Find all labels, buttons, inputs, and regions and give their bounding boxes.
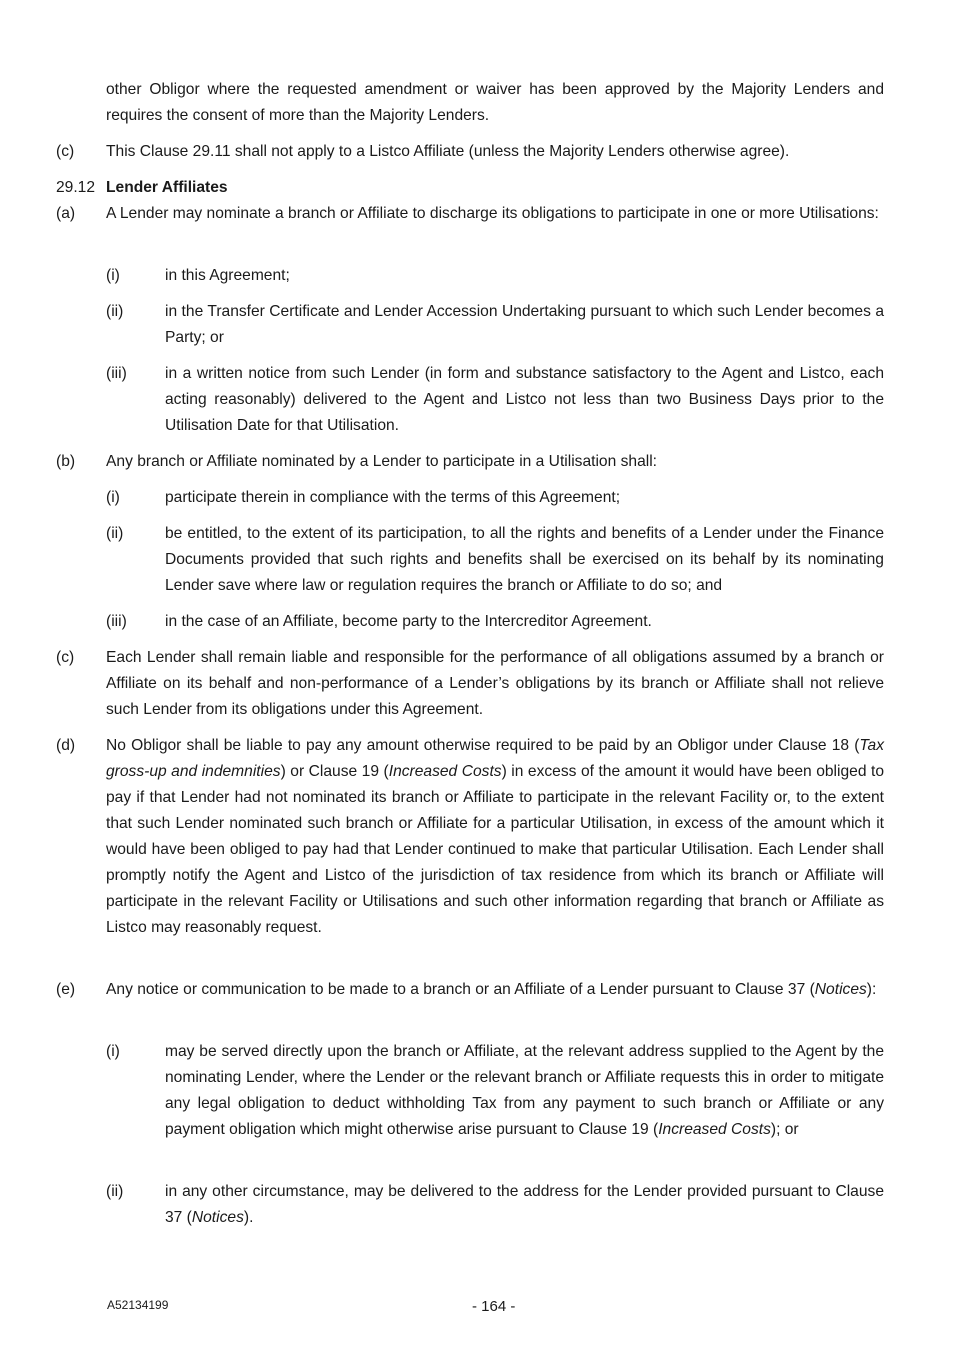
para-b-text: Any branch or Affiliate nominated by a Lender to participate in a Utilisation shall:	[106, 453, 658, 470]
para-c-label: (c)	[56, 649, 75, 666]
para-e-italic-1: Notices	[814, 981, 867, 998]
para-b-iii-text: in the case of an Affiliate, become party to the Intercreditor Agreement.	[165, 613, 652, 630]
para-e-ii-italic-1: Notices	[191, 1209, 244, 1226]
para-b-iii-label: (iii)	[106, 613, 127, 630]
para-e-ii-text	[165, 1179, 884, 1231]
para-d-text-2: ) or Clause 19 (	[280, 763, 389, 780]
para-c-text: Each Lender shall remain liable and responsible for the performance of all obligations assumed by a branch or Affiliate on its behalf and non-performance of a Lender’s obligations by its branch or Affiliate shall not relieve such Lender from its obligations under this Agreement.	[106, 649, 884, 718]
para-a-i-text: in this Agreement;	[165, 267, 290, 284]
para-e-i-label: (i)	[106, 1043, 120, 1060]
para-e-label: (e)	[56, 981, 76, 998]
para-e-text-1: Any notice or communication to be made to a branch or an Affiliate of a Lender pursuant to Clause 37 (	[106, 981, 815, 998]
para-d-italic-1: Tax gross-up and indemnities	[106, 737, 884, 780]
page-number: - 164 -	[472, 1298, 516, 1315]
para-e-i-text-2: ); or	[770, 1121, 799, 1138]
para-e-ii-text-2: ).	[243, 1209, 254, 1226]
para-a-iii-label: (iii)	[106, 365, 127, 382]
para-e-text	[106, 977, 884, 1003]
para-d-text	[106, 733, 884, 941]
para-d-text-3: ) in excess of the amount it would have been obliged to pay if that Lender had not nominated its branch or Affiliate to participate in the relevant Facility or, to the extent that such Lender nominated such branch or Affiliate for a particular Utilisation, in excess of the amount which it would have been obliged to pay had that Lender continued to make that particular Utilisation. Each Lender shall promptly notify the Agent and Listco of the jurisdiction of tax residence from which its branch or Affiliate will participate in the relevant Facility or Utilisations and such other information regarding that branch or Affiliate as Listco may reasonably request.	[106, 763, 884, 936]
para-e-i-text	[165, 1039, 884, 1143]
para-b-ii-label: (ii)	[106, 525, 124, 542]
para-a-label: (a)	[56, 205, 76, 222]
para-e-ii-label: (ii)	[106, 1183, 124, 1200]
para-b-ii-text: be entitled, to the extent of its participation, to all the rights and benefits of a Lender under the Finance Documents provided that such rights and benefits shall be exercised on its behalf by its nominating Lender save where law or regulation requires the branch or Affiliate to do so; and	[165, 525, 884, 594]
para-e-text-2: ):	[866, 981, 877, 998]
para-d-label: (d)	[56, 737, 76, 754]
intro-paragraph: other Obligor where the requested amendment or waiver has been approved by the Majority Lenders and requires the consent of more than the Majority Lenders.	[106, 81, 884, 124]
section-number: 29.12	[56, 179, 96, 196]
para-b-label: (b)	[56, 453, 76, 470]
para-a-ii-text: in the Transfer Certificate and Lender Accession Undertaking pursuant to which such Lender becomes a Party; or	[165, 303, 884, 346]
section-title: Lender Affiliates	[106, 179, 228, 196]
para-e-i-text-1: may be served directly upon the branch or Affiliate, at the relevant address supplied to the Agent by the nominating Lender, where the Lender or the relevant branch or Affiliate requests this in order to mitigate any legal obligation to deduct withholding Tax from any payment to such branch or Affiliate or any payment obligation which might otherwise arise pursuant to Clause 19 (	[165, 1043, 884, 1138]
para-d-italic-2: Increased Costs	[388, 763, 502, 780]
para-c-prev-text: This Clause 29.11 shall not apply to a Listco Affiliate (unless the Majority Lenders otherwise agree).	[106, 143, 790, 160]
para-c-prev-label: (c)	[56, 143, 75, 160]
para-a-i-label: (i)	[106, 267, 120, 284]
document-reference: A52134199	[107, 1298, 169, 1312]
para-e-ii-text-1: in any other circumstance, may be delivered to the address for the Lender provided pursuant to Clause 37 (	[165, 1183, 884, 1226]
para-a-ii-label: (ii)	[106, 303, 124, 320]
para-e-i-italic-1: Increased Costs	[658, 1121, 771, 1138]
para-a-iii-text: in a written notice from such Lender (in form and substance satisfactory to the Agent and Listco, each acting reasonably) delivered to the Agent and Listco not less than two Business Days prior to the Utilisation Date for that Utilisation.	[165, 365, 884, 434]
para-d-text-1: No Obligor shall be liable to pay any amount otherwise required to be paid by an Obligor under Clause 18 (	[106, 737, 860, 754]
para-b-i-label: (i)	[106, 489, 120, 506]
para-a-text: A Lender may nominate a branch or Affiliate to discharge its obligations to participate in one or more Utilisations:	[106, 205, 879, 222]
para-b-i-text: participate therein in compliance with the terms of this Agreement;	[165, 489, 621, 506]
